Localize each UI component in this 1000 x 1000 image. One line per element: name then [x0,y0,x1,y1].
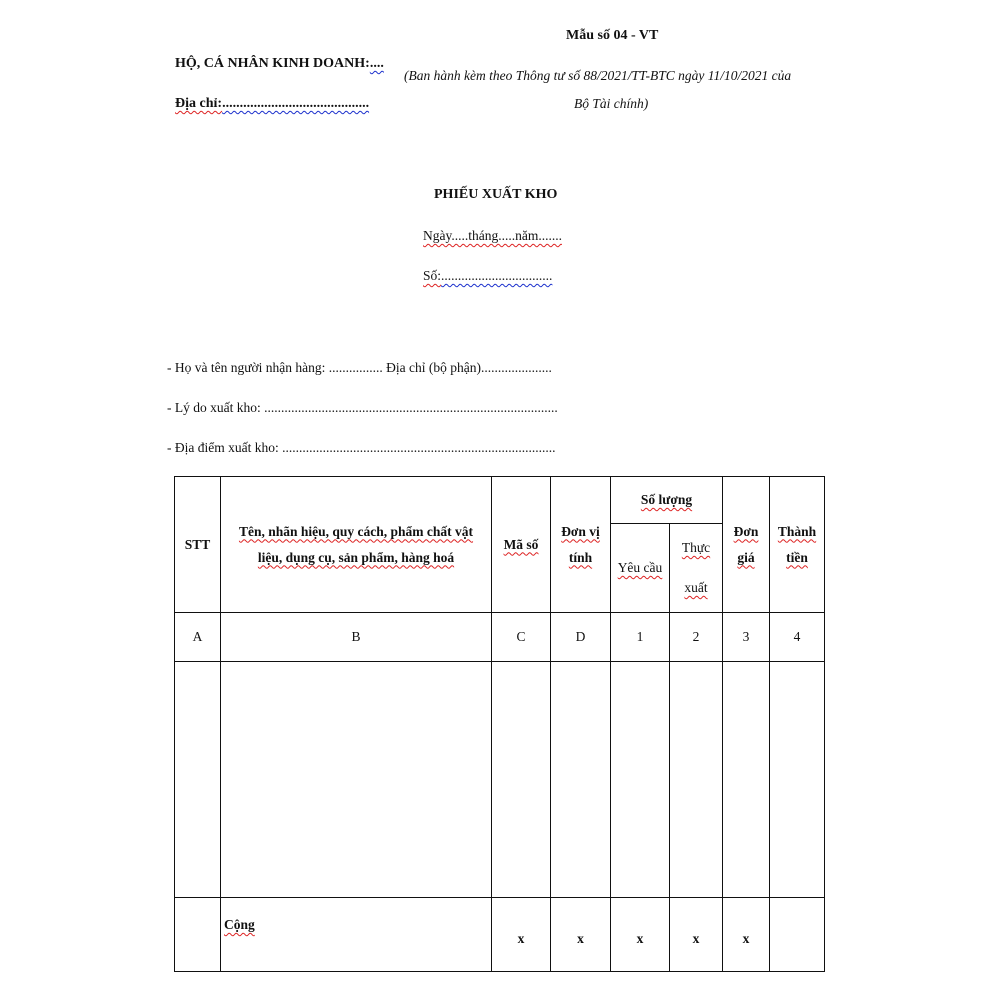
header-qty-actual-text: Thực xuất [681,540,711,595]
goods-table [174,476,825,972]
issued-by-line1: (Ban hành kèm theo Thông tư số 88/2021/TT-BTC ngày 11/10/2021 của [404,68,792,83]
number-label: Số: [423,268,442,283]
index-cell: B [221,613,492,662]
index-cell: 3 [723,613,770,662]
index-cell: 1 [611,613,670,662]
page-title: PHIẾU XUẤT KHO [434,187,558,202]
total-cell: x [492,898,551,972]
index-cell: 4 [770,613,825,662]
index-cell: 2 [670,613,723,662]
header-qty-actual [670,524,723,613]
header-qty-requested-text: Yêu cầu [617,560,663,575]
number-fill: ................................. [441,268,553,283]
cell-unit-price[interactable] [723,662,770,898]
header-unit-price-text: Đơn giá [733,523,759,565]
header-qty-requested [611,524,670,613]
address-fill[interactable]: .......................................... [222,96,370,111]
form-code-text: Mẫu số 04 - VT [566,28,659,43]
header-code [492,477,551,613]
total-label [221,898,492,972]
total-cell: x [551,898,611,972]
header-unit [551,477,611,613]
date-line-text: Ngày.....tháng.....năm....... [423,228,562,243]
header-amount [770,477,825,613]
reason-field[interactable]: - Lý do xuất kho: ....................................................................................... [167,400,558,415]
issued-by-line2: Bộ Tài chính) [574,96,649,111]
address-label-text: Địa chỉ: [175,96,223,111]
header-stt: STT [175,477,221,613]
total-cell: x [723,898,770,972]
header-row [175,477,825,524]
total-cell: x [670,898,723,972]
total-label-text: Cộng [224,917,255,932]
header-name [221,477,492,613]
index-row [175,613,825,662]
header-amount-text: Thành tiền [777,523,817,565]
cell-name[interactable] [221,662,492,898]
business-fill[interactable]: .... [369,56,384,71]
total-stt [175,898,221,972]
location-field[interactable]: - Địa điểm xuất kho: ................................................................................. [167,440,556,455]
table-row[interactable] [175,662,825,898]
cell-unit[interactable] [551,662,611,898]
cell-amount[interactable] [770,662,825,898]
header-quantity-text: Số lượng [640,492,693,507]
business-label-text: HỘ, CÁ NHÂN KINH DOANH: [175,56,370,71]
total-cell: x [611,898,670,972]
cell-stt[interactable] [175,662,221,898]
cell-qty-requested[interactable] [611,662,670,898]
cell-qty-actual[interactable] [670,662,723,898]
index-cell: D [551,613,611,662]
header-name-text: Tên, nhãn hiệu, quy cách, phẩm chất vật liệu, dụng cụ, sản phẩm, hàng hoá [238,523,474,565]
header-unit-price [723,477,770,613]
business-label [175,56,384,72]
total-row [175,898,825,972]
form-code [566,28,658,44]
header-code-text: Mã số [503,536,539,552]
header-unit-text: Đơn vị tính [561,523,600,565]
header-quantity [611,477,723,524]
cell-code[interactable] [492,662,551,898]
address-label [175,96,369,112]
total-amount[interactable] [770,898,825,972]
recipient-field[interactable]: - Họ và tên người nhận hàng: ................ Địa chỉ (bộ phận)..................... [167,360,552,375]
number-line[interactable] [423,268,552,284]
index-cell: A [175,613,221,662]
index-cell: C [492,613,551,662]
date-line[interactable] [423,228,562,244]
